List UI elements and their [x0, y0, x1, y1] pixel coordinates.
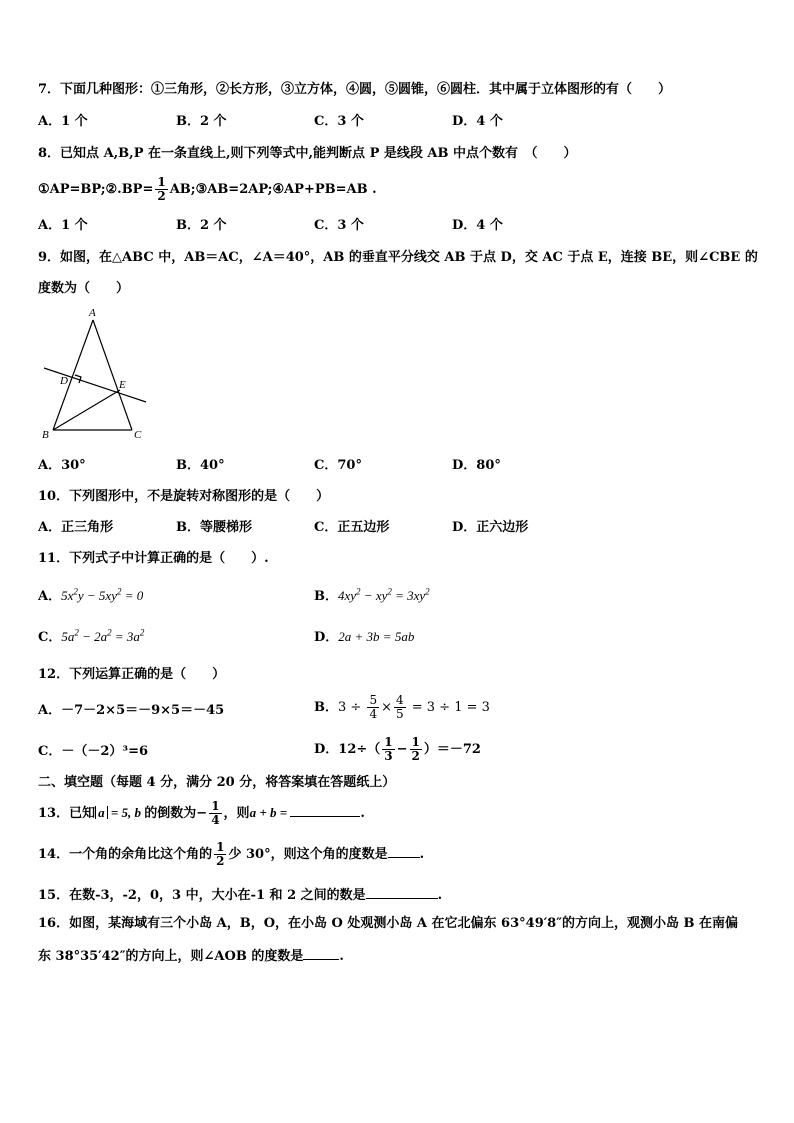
section-fill-in-title: 二、填空题（每题 4 分，满分 20 分，将答案填在答题纸上）: [38, 775, 396, 790]
q10-option-a: A．正三角形: [38, 520, 114, 535]
q9-triangle-figure: [36, 306, 156, 442]
label-e: E: [119, 379, 126, 391]
label-d: D: [60, 375, 68, 387]
q15: 15．在数-3，-2，0，3 中，大小在-1 和 2 之间的数是 .: [38, 888, 443, 903]
q11-option-b: B．$4xy^2 - xy^2 = 3xy^2$: [314, 586, 430, 604]
q11-option-d: D．2a + 3b = 5ab: [314, 629, 415, 645]
label-b: B: [42, 429, 49, 441]
q16-line2: 东 38°35′42″的方向上，则∠AOB 的度数是 .: [38, 949, 344, 964]
side-ac: [93, 320, 132, 430]
q8-option-d: D．4 个: [452, 218, 503, 233]
q11-option-a: A．$5x^2y - 5xy^2 = 0$: [38, 586, 144, 604]
q10-stem: 10．下列图形中，不是旋转对称图形的是（ ）: [38, 489, 330, 504]
q8-option-a: A．1 个: [38, 218, 88, 233]
q9-stem-line2: 度数为（ ）: [38, 281, 130, 296]
q7-option-b: B．2 个: [176, 114, 227, 129]
label-c: C: [134, 429, 142, 441]
q7-option-d: D．4 个: [452, 114, 503, 129]
q8-fraction: $\frac{1}{2}$: [157, 175, 166, 203]
q11-stem: 11．下列式子中计算正确的是（ ）.: [38, 551, 269, 566]
q11-option-c: C．$5a^2 - 2a^2 = 3a^2$: [38, 627, 145, 645]
q10-option-b: B．等腰梯形: [176, 520, 252, 535]
q14-answer-blank[interactable]: [388, 845, 420, 858]
q10-option-d: D．正六边形: [452, 520, 529, 535]
q7-option-a: A．1 个: [38, 114, 88, 129]
q9-option-a: A．30°: [38, 458, 86, 473]
label-a: A: [89, 307, 96, 319]
side-ab: [53, 320, 93, 430]
q16-line1: 16．如图，某海域有三个小岛 A，B，O，在小岛 O 处观测小岛 A 在它北偏东 63°49′8″的方向上，观测小岛 B 在南偏: [38, 916, 739, 931]
q9-option-c: C．70°: [314, 458, 362, 473]
q9-option-d: D．80°: [452, 458, 501, 473]
q7-stem: 7．下面几种图形：①三角形，②长方形，③立方体，④圆，⑤圆锥，⑥圆柱．其中属于立体图形的有（ ）: [38, 82, 672, 97]
q12-option-c: C．－（－2）³=6: [38, 744, 149, 759]
q13: 13．已知 a = 5, b 的倒数为− $\frac{1}{4}$ ，则a + b = .: [38, 799, 365, 827]
q12-option-b: B．3 ÷ $\frac{5}{4}$ × $\frac{4}{5}$ = 3 ÷ 1 = 3: [314, 693, 490, 721]
q8-stem: 8．已知点 A,B,P 在一条直线上,则下列等式中,能判断点 P 是线段 AB 中点个数有 （ ）: [38, 146, 577, 161]
q15-answer-blank[interactable]: [366, 886, 438, 899]
q14: 14．一个角的余角比这个角的 $\frac{1}{2}$ 少 30°，则这个角的度数是 .: [38, 840, 425, 868]
q12-option-d: D．12÷（ $\frac{1}{3}$ − $\frac{1}{2}$ ）＝－72: [314, 735, 481, 763]
q13-answer-blank[interactable]: [290, 804, 360, 817]
q8-statements: ①AP=BP;②.BP= $\frac{1}{2}$ AB;③AB=2AP;④AP+PB=AB .: [38, 175, 377, 203]
q12-stem: 12．下列运算正确的是（ ）: [38, 667, 226, 682]
q7-option-c: C．3 个: [314, 114, 364, 129]
q16-answer-blank[interactable]: [303, 947, 339, 960]
q8-option-b: B．2 个: [176, 218, 227, 233]
q10-option-c: C．正五边形: [314, 520, 390, 535]
q9-option-b: B．40°: [176, 458, 225, 473]
q8-option-c: C．3 个: [314, 218, 364, 233]
segment-be: [53, 390, 120, 430]
q9-stem-line1: 9．如图，在△ABC 中，AB＝AC，∠A＝40°，AB 的垂直平分线交 AB 于点 D，交 AC 于点 E，连接 BE，则∠CBE 的: [38, 250, 758, 265]
q12-option-a: A．－7－2×5＝－9×5＝－45: [38, 703, 225, 718]
